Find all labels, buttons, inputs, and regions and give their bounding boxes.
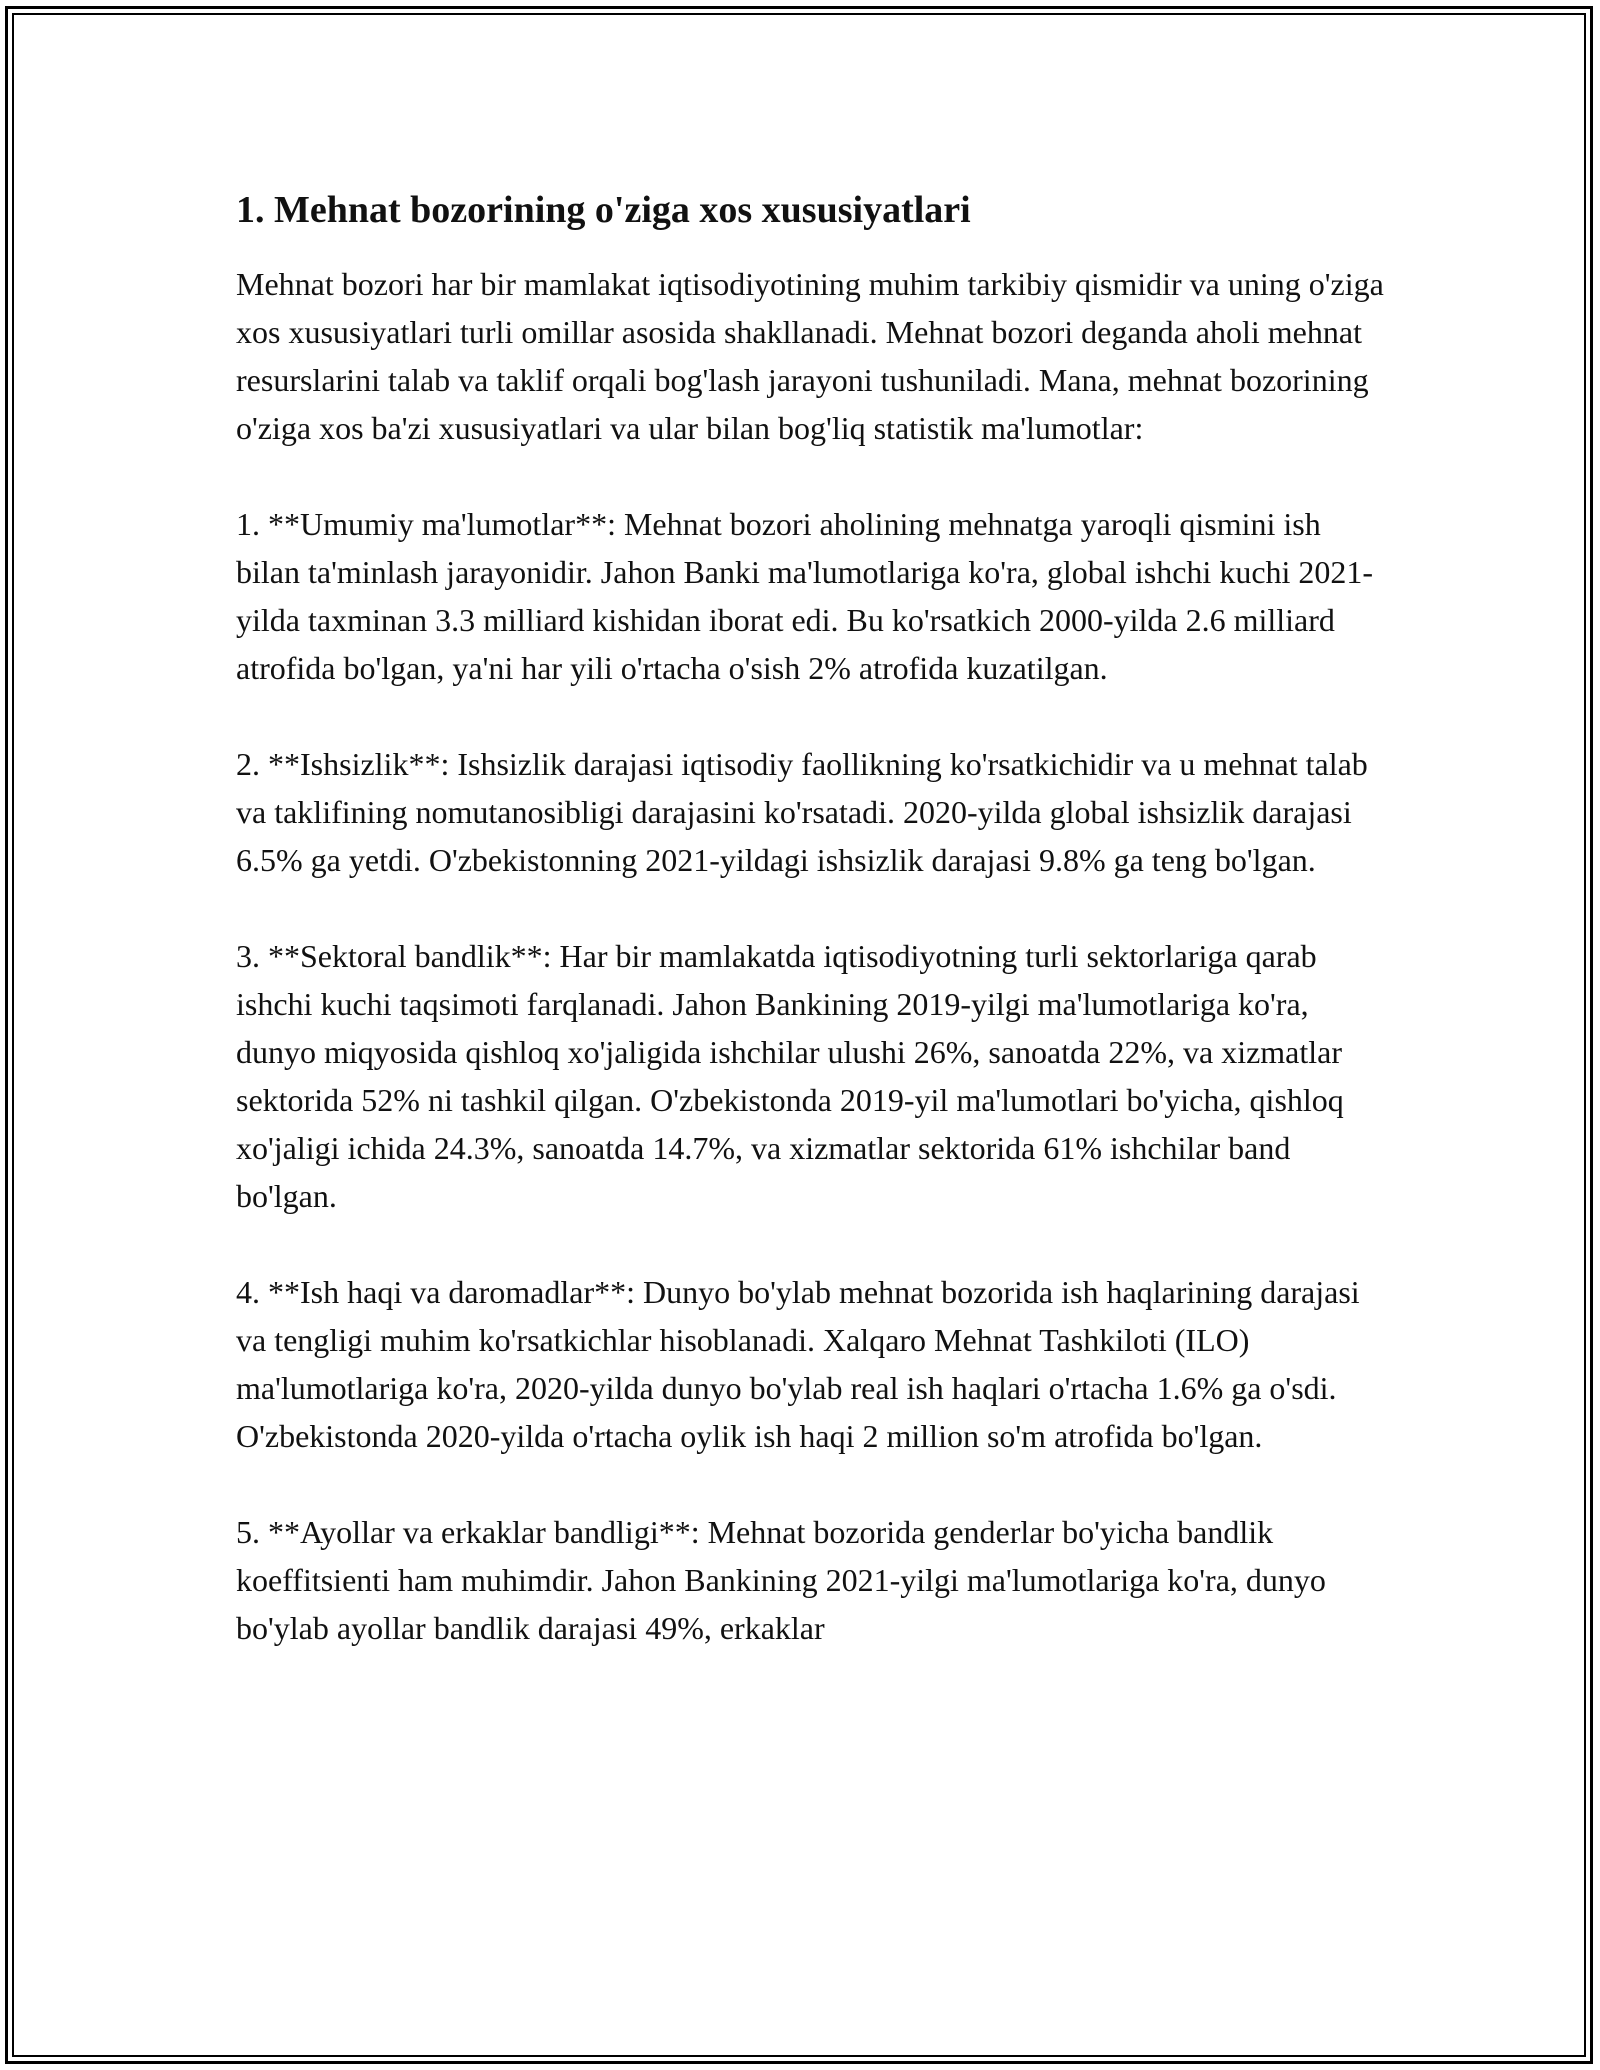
section-title: 1. Mehnat bozorining o'ziga xos xususiyatlari — [236, 189, 971, 231]
intro-paragraph: Mehnat bozori har bir mamlakat iqtisodiyotining muhim tarkibiy qismidir va uning o'ziga xos xususiyatlari turli omillar asosida shakllanadi. Mehnat bozori deganda aholi mehnat resurslarini talab va taklif orqali bog'lash jarayoni tushuniladi. Mana, mehnat bozorining o'ziga xos ba'zi xususiyatlari va ular bilan bog'liq statistik ma'lumotlar: — [236, 266, 1384, 446]
paragraph-general-info: 1. **Umumiy ma'lumotlar**: Mehnat bozori aholining mehnatga yaroqli qismini ish bilan ta'minlash jarayonidir. Jahon Banki ma'lumotlariga ko'ra, global ishchi kuchi 2021-yilda taxminan 3.3 milliard kishidan iborat edi. Bu ko'rsatkich 2000-yilda 2.6 milliard atrofida bo'lgan, ya'ni har yili o'rtacha o'sish 2% atrofida kuzatilgan. — [236, 506, 1374, 686]
paragraph-unemployment: 2. **Ishsizlik**: Ishsizlik darajasi iqtisodiy faollikning ko'rsatkichidir va u mehnat talab va taklifining nomutanosibligi darajasini ko'rsatadi. 2020-yilda global ishsizlik darajasi 6.5% ga yetdi. O'zbekistonning 2021-yildagi ishsizlik darajasi 9.8% ga teng bo'lgan. — [236, 746, 1368, 878]
document-body — [236, 186, 1386, 1700]
paragraph-sectoral-employment: 3. **Sektoral bandlik**: Har bir mamlakatda iqtisodiyotning turli sektorlariga qarab ishchi kuchi taqsimoti farqlanadi. Jahon Bankining 2019-yilgi ma'lumotlariga ko'ra, dunyo miqyosida qishloq xo'jaligida ishchilar ulushi 26%, sanoatda 22%, va xizmatlar sektorida 52% ni tashkil qilgan. O'zbekistonda 2019-yil ma'lumotlari bo'yicha, qishloq xo'jaligi ichida 24.3%, sanoatda 14.7%, va xizmatlar sektorida 61% ishchilar band bo'lgan. — [236, 938, 1344, 1214]
paragraph-gender-employment: 5. **Ayollar va erkaklar bandligi**: Mehnat bozorida genderlar bo'yicha bandlik koeffitsienti ham muhimdir. Jahon Bankining 2021-yilgi ma'lumotlariga ko'ra, dunyo bo'ylab ayollar bandlik darajasi 49%, erkaklar — [236, 1514, 1326, 1646]
paragraph-wages-income: 4. **Ish haqi va daromadlar**: Dunyo bo'ylab mehnat bozorida ish haqlarining darajasi va tengligi muhim ko'rsatkichlar hisoblanadi. Xalqaro Mehnat Tashkiloti (ILO) ma'lumotlariga ko'ra, 2020-yilda dunyo bo'ylab real ish haqlari o'rtacha 1.6% ga o'sdi. O'zbekistonda 2020-yilda o'rtacha oylik ish haqi 2 million so'm atrofida bo'lgan. — [236, 1274, 1360, 1454]
